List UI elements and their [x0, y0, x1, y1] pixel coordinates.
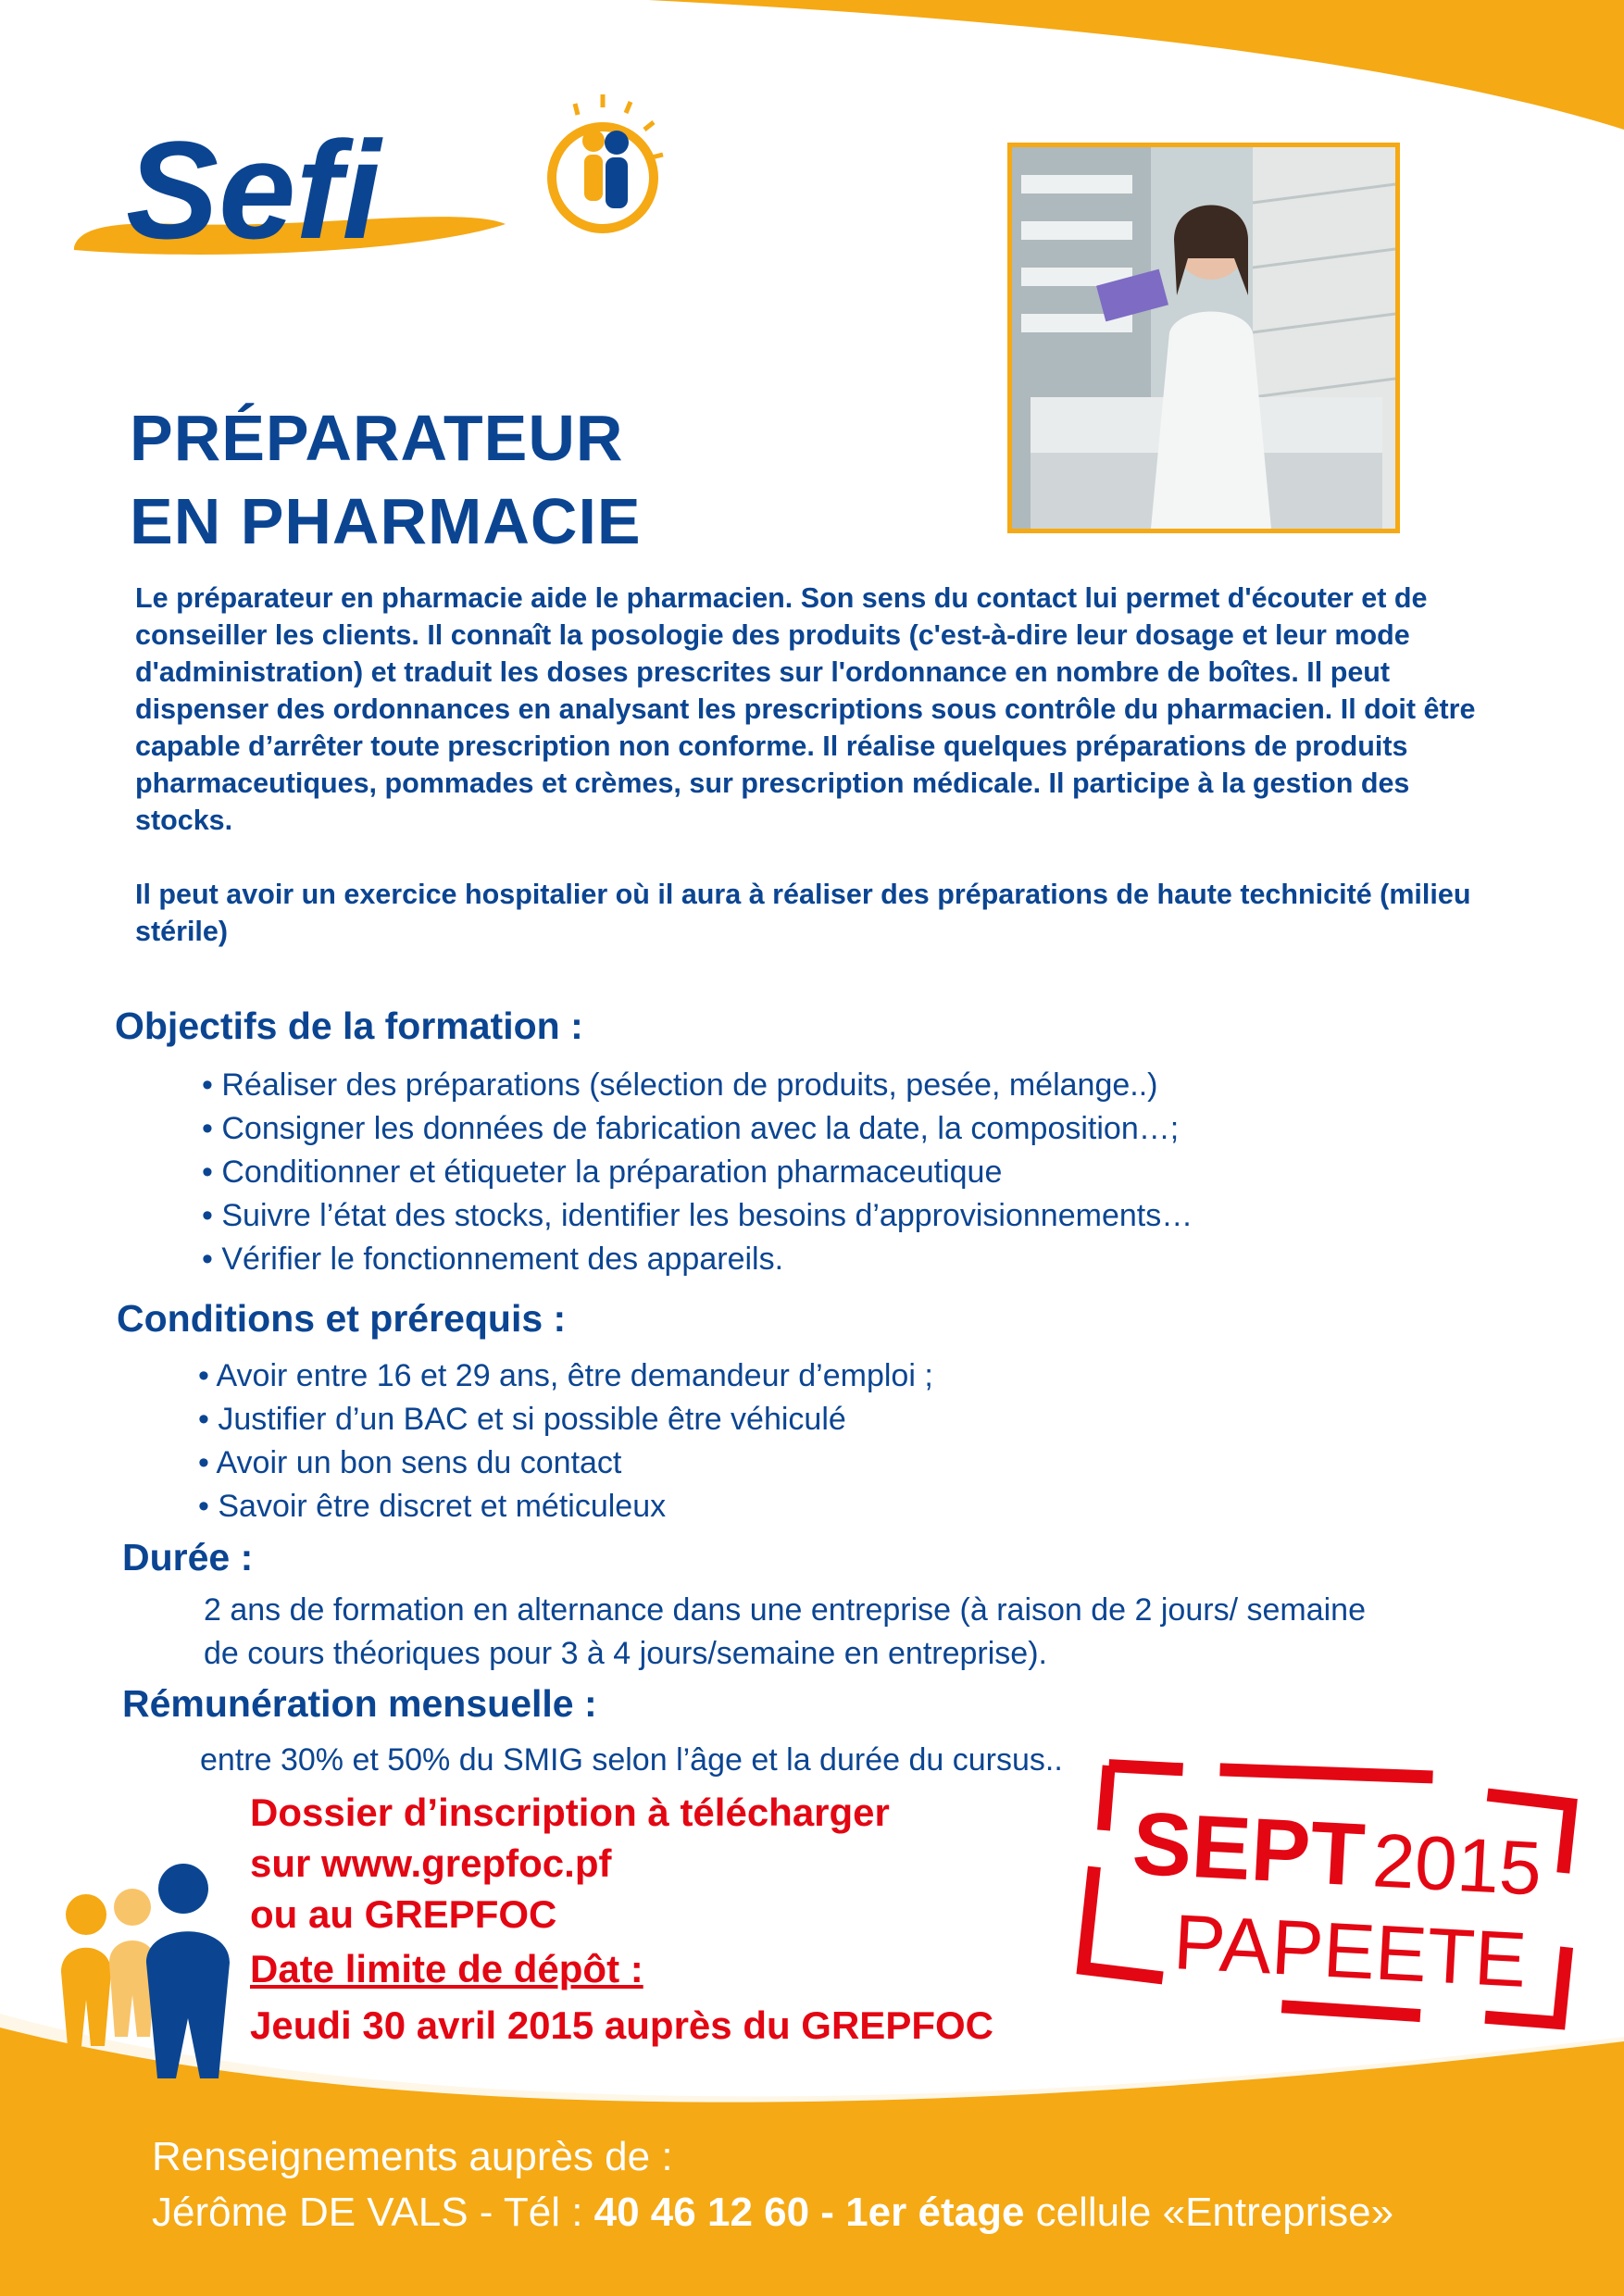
intro-text	[135, 580, 1496, 950]
pharmacist-photo-image	[1012, 147, 1395, 529]
conditions-list	[198, 1354, 933, 1529]
stamp-city: PAPEETE	[1171, 1898, 1530, 2003]
duree-text	[204, 1589, 1366, 1676]
objectifs-heading: Objectifs de la formation :	[115, 1004, 583, 1047]
title-line-2: EN PHARMACIE	[130, 485, 642, 557]
logo-people-icon	[582, 130, 629, 208]
list-item: • Consigner les données de fabrication avec la date, la composition…;	[202, 1107, 1193, 1151]
list-item: • Vérifier le fonctionnement des appareils.	[202, 1238, 1193, 1281]
deadline-text: Jeudi 30 avril 2015 auprès du GREPFOC	[250, 2003, 993, 2047]
date-stamp	[1074, 1759, 1593, 2055]
sefi-logo	[70, 85, 672, 270]
objectifs-list	[202, 1064, 1193, 1281]
duree-line-2: de cours théoriques pour 3 à 4 jours/semaine en entreprise).	[204, 1636, 1047, 1671]
footer-cell: cellule «Entreprise»	[1024, 2190, 1394, 2235]
remuneration-text: entre 30% et 50% du SMIG selon l’âge et la durée du cursus..	[200, 1742, 1063, 1778]
footer-phone: 40 46 12 60 -	[593, 2190, 846, 2235]
list-item: • Avoir entre 16 et 29 ans, être demandeur d’emploi ;	[198, 1354, 933, 1398]
conditions-heading: Conditions et prérequis :	[117, 1297, 567, 1340]
remuneration-heading: Rémunération mensuelle :	[122, 1682, 597, 1725]
list-item: • Suivre l’état des stocks, identifier les besoins d’approvisionnements…	[202, 1194, 1193, 1238]
stamp-year: 2015	[1370, 1818, 1544, 1912]
people-icon	[54, 1861, 239, 2083]
title-line-1: PRÉPARATEUR	[130, 402, 624, 474]
list-item: • Avoir un bon sens du contact	[198, 1441, 933, 1485]
top-orange-swoosh	[648, 0, 1624, 130]
inscription-block	[250, 1787, 993, 2051]
pharmacist-photo	[1007, 143, 1400, 533]
footer-line-1: Renseignements auprès de :	[152, 2134, 673, 2179]
list-item: • Réaliser des préparations (sélection de produits, pesée, mélange..)	[202, 1064, 1193, 1107]
inscription-line-1: Dossier d’inscription à télécharger	[250, 1791, 890, 1834]
stamp-month: SEPT	[1130, 1793, 1368, 1905]
intro-paragraph-1: Le préparateur en pharmacie aide le pharmacien. Son sens du contact lui permet d'écouter et de conseiller les clients. Il connaît la posologie des produits (c'est-à-dire leur dosage et leur mode d'administration) et traduit les doses prescrites sur l'ordonnance en nombre de boîtes. Il peut dispenser des ordonnances en analysant les prescriptions sous contrôle du pharmacien. Il doit être capable d’arrêter toute prescription non conforme. Il réalise quelques préparations de produits pharmaceutiques, pommades et crèmes, sur prescription médicale. Il participe à la gestion des stocks.	[135, 582, 1476, 836]
footer-name: Jérôme DE VALS - Tél :	[152, 2190, 594, 2235]
list-item: • Justifier d’un BAC et si possible être véhiculé	[198, 1398, 933, 1441]
intro-paragraph-2: Il peut avoir un exercice hospitalier où il aura à réaliser des préparations de haute technicité (milieu stérile)	[135, 879, 1471, 947]
footer-contact	[152, 2190, 1393, 2236]
list-item: • Savoir être discret et méticuleux	[198, 1485, 933, 1529]
duree-line-1: 2 ans de formation en alternance dans une entreprise (à raison de 2 jours/ semaine	[204, 1592, 1366, 1628]
page-title	[130, 396, 642, 563]
list-item: • Conditionner et étiqueter la préparation pharmaceutique	[202, 1151, 1193, 1194]
inscription-line-2: sur www.grepfoc.pf	[250, 1841, 612, 1885]
deadline-label: Date limite de dépôt :	[250, 1947, 643, 1990]
inscription-line-3: ou au GREPFOC	[250, 1892, 557, 1936]
logo-text: Sefi	[126, 112, 381, 268]
duree-heading: Durée :	[122, 1536, 254, 1578]
footer-floor: 1er étage	[845, 2190, 1025, 2235]
